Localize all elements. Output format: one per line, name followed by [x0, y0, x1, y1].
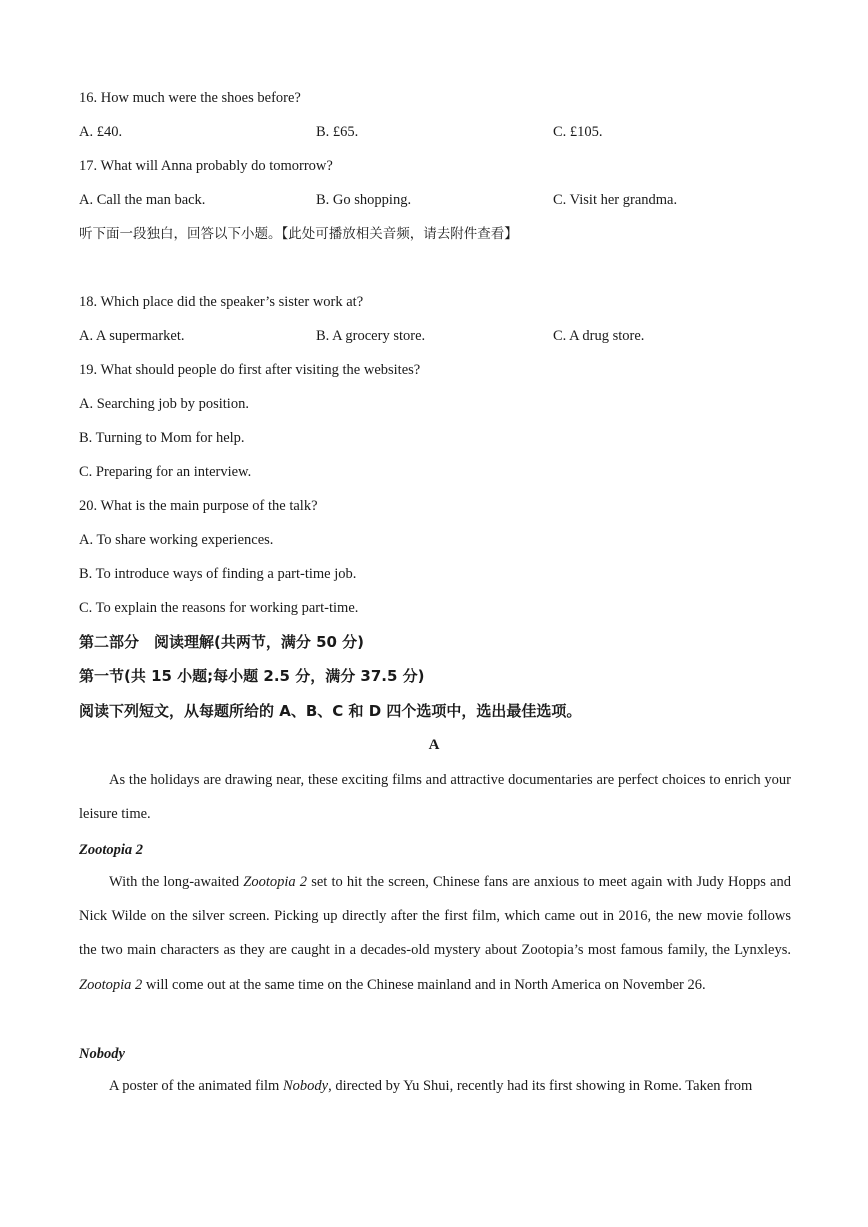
film-title-nobody: Nobody — [79, 1046, 125, 1062]
question-18-stem: 18. Which place did the speaker’s sister work at? — [79, 294, 364, 310]
q17-option-b: B. Go shopping. — [316, 192, 412, 208]
monologue-instruction: 听下面一段独白，回答以下小题。【此处可播放相关音频，请去附件查看】 — [79, 226, 518, 242]
q16-option-a: A. £40. — [79, 124, 123, 140]
section1-heading: 第一节(共 15 小题;每小题 2.5 分，满分 37.5 分) — [79, 667, 425, 685]
q16-option-c: C. £105. — [553, 124, 603, 140]
q20-option-c: C. To explain the reasons for working part-time. — [79, 600, 359, 616]
q20-option-a: A. To share working experiences. — [79, 532, 274, 548]
passage-label: A — [428, 737, 440, 753]
question-17-stem: 17. What will Anna probably do tomorrow? — [79, 158, 333, 174]
film-name-inline: Nobody — [282, 1078, 329, 1094]
q19-option-a: A. Searching job by position. — [79, 396, 249, 412]
q18-option-c: C. A drug store. — [553, 328, 645, 344]
film-title-zootopia-2: Zootopia 2 — [79, 842, 144, 858]
film-description-zootopia-2: With the long-awaited Zootopia 2 set to hit the screen, Chinese fans are anxious to meet again with Judy Hopps and Nick Wilde on the silver screen. Picking up directly after the first film, which came out in 2016, the new movie follows the two main characters as they are caught in a decades-old mystery about Zootopia’s most famous family, the Lynxleys. Zootopia 2 will come out at the same time on the Chinese mainland and in North America on November 26. — [79, 874, 791, 993]
q18-option-b: B. A grocery store. — [316, 328, 426, 344]
film-name-inline: Zootopia 2 — [79, 976, 143, 993]
q17-option-a: A. Call the man back. — [79, 192, 206, 208]
q17-option-c: C. Visit her grandma. — [553, 192, 678, 208]
q19-option-c: C. Preparing for an interview. — [79, 464, 252, 480]
q20-option-b: B. To introduce ways of finding a part-time job. — [79, 566, 357, 582]
question-16-stem: 16. How much were the shoes before? — [79, 90, 301, 106]
q19-option-b: B. Turning to Mom for help. — [79, 430, 245, 446]
passage-intro: As the holidays are drawing near, these exciting films and attractive documentaries are perfect choices to enrich your leisure time. — [79, 772, 791, 823]
q18-option-a: A. A supermarket. — [79, 328, 185, 344]
question-19-stem: 19. What should people do first after visiting the websites? — [79, 362, 421, 378]
film-name-inline: Zootopia 2 — [243, 874, 308, 890]
film-description-nobody: A poster of the animated film Nobody, directed by Yu Shui, recently had its first showing in Rome. Taken from — [109, 1078, 753, 1094]
question-20-stem: 20. What is the main purpose of the talk? — [79, 498, 318, 514]
part2-heading: 第二部分 阅读理解(共两节，满分 50 分) — [79, 633, 365, 651]
reading-instruction: 阅读下列短文，从每题所给的 A、B、C 和 D 四个选项中，选出最佳选项。 — [79, 702, 582, 720]
q16-option-b: B. £65. — [316, 124, 359, 140]
